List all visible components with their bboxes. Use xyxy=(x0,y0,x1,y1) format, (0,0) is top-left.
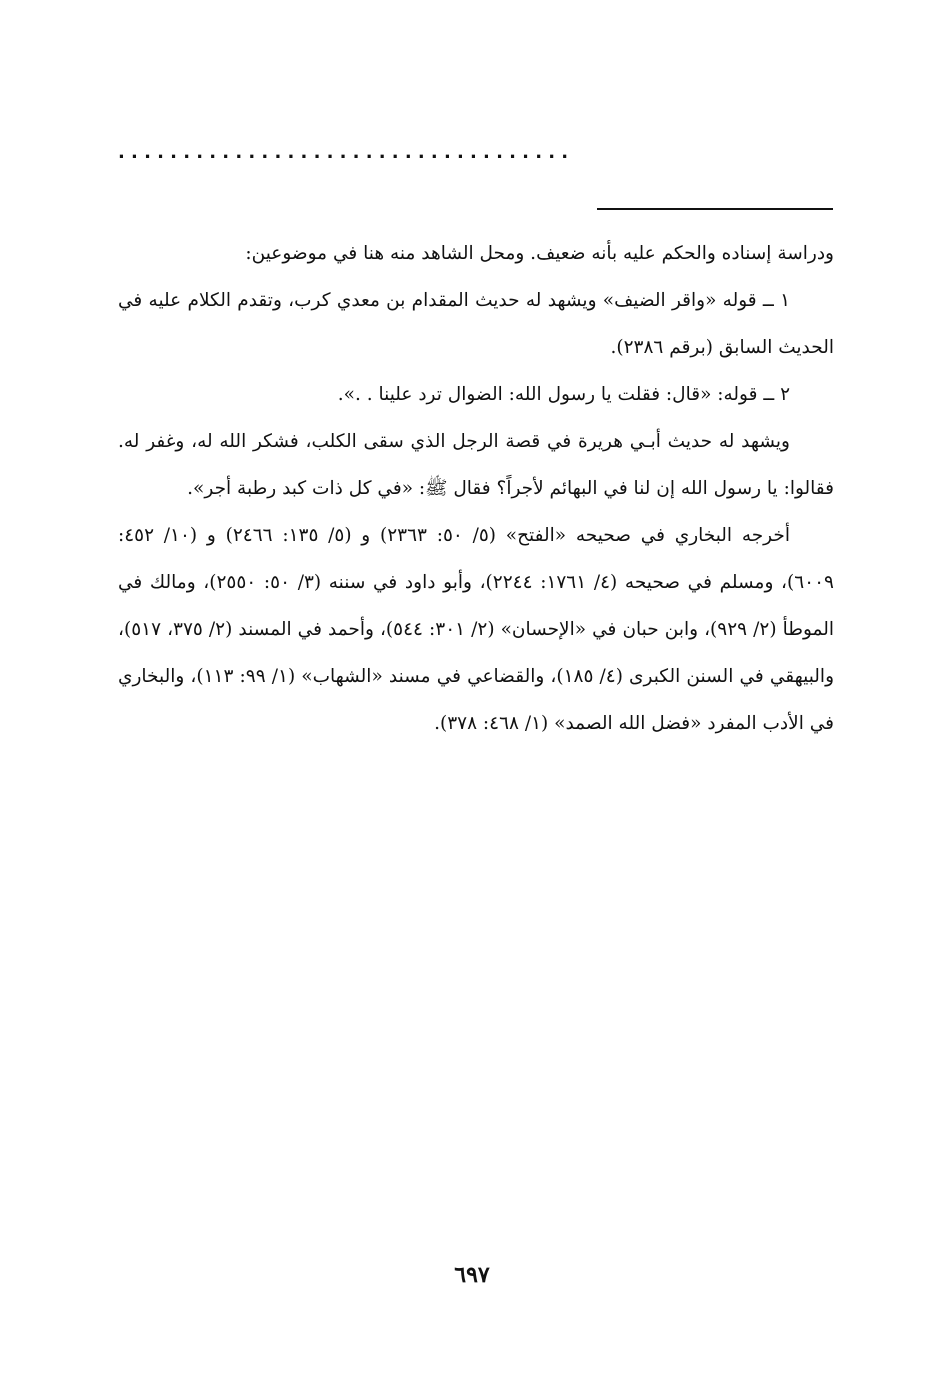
paragraph-witness-hadith: ويشهد له حديث أبـي هريرة في قصة الرجل الذي سقى الكلب، فشكر الله له، وغفر له. فقالوا: يا رسول الله إن لنا في البهائم لأجراً؟ فقال ﷺ: «في كل ذات كبد رطبة أجر». xyxy=(118,431,834,499)
dot-leader: ................................... xyxy=(118,146,575,160)
page-number: ٦٩٧ xyxy=(454,1262,490,1288)
paragraph-takhrij: أخرجه البخاري في صحيحه «الفتح» (٥/ ٥٠: ٢٣٦٣) و (٥/ ١٣٥: ٢٤٦٦) و (١٠/ ٤٥٢: ٦٠٠٩)، ومسلم في صحيحه (٤/ ١٧٦١: ٢٢٤٤)، وأبو داود في سننه (٣/ ٥٠: ٢٥٥٠)، ومالك في الموطأ (٢/ ٩٢٩)، وابن حبان في «الإحسان» (٢/ ٣٠١: ٥٤٤)، وأحمد في المسند (٢/ ٣٧٥، ٥١٧)، والبيهقي في السنن الكبرى (٤/ ١٨٥)، والقضاعي في مسند «الشهاب» (١/ ٩٩: ١١٣)، والبخاري في الأدب المفرد «فضل الله الصمد» (١/ ٤٦٨: ٣٧٨). xyxy=(118,525,835,734)
paragraph-point-1: ١ ــ قوله «واقر الضيف» ويشهد له حديث المقدام بن معدي كرب، وتقدم الكلام عليه في الحديث السابق (برقم ٢٣٨٦). xyxy=(118,290,834,358)
paragraph-intro: ودراسة إسناده والحكم عليه بأنه ضعيف. ومحل الشاهد منه هنا في موضوعين: xyxy=(245,243,834,264)
footnote-separator xyxy=(597,208,833,210)
footnote-text xyxy=(118,230,834,747)
paragraph-point-2: ٢ ــ قوله: «قال: فقلت يا رسول الله: الضوال ترد علينا . .». xyxy=(337,384,790,405)
